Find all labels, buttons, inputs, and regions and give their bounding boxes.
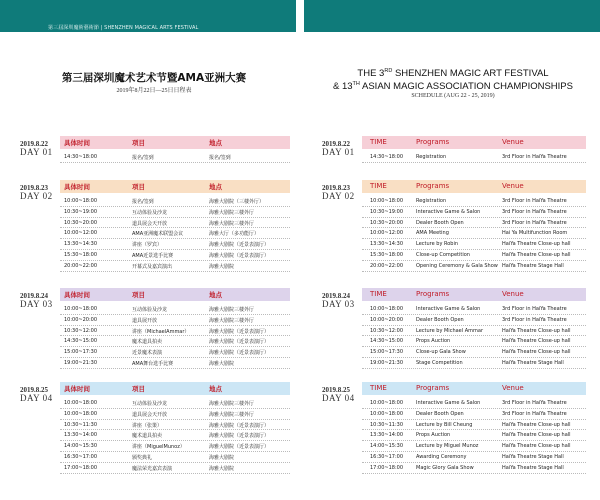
table-body <box>362 398 586 474</box>
table-row <box>362 358 586 369</box>
column-header: 具体时间 <box>64 183 90 191</box>
cell-time: 16:30~17:00 <box>370 453 404 460</box>
cell-program: 道具展开放 <box>132 317 158 324</box>
cell-time: 10:30~12:00 <box>64 327 98 334</box>
cell-time: 10:00~18:00 <box>370 198 404 204</box>
cell-venue: 海雅大剧院三楼外厅 <box>209 220 255 227</box>
table-row <box>60 196 290 207</box>
table-row <box>362 336 586 347</box>
cell-program: Props Auction <box>416 432 451 439</box>
day-block <box>320 288 586 366</box>
schedule-cn <box>18 32 290 500</box>
cell-venue: HaiYa Theatre Stage Hall <box>502 262 564 269</box>
table-row <box>60 347 290 358</box>
column-header: 项目 <box>132 291 145 299</box>
column-header: Programs <box>416 182 450 190</box>
table-header <box>362 180 586 193</box>
day-block <box>320 136 586 162</box>
column-header: TIME <box>370 384 387 392</box>
cell-time: 14:30~15:00 <box>64 338 98 345</box>
cell-venue: 海雅大剧院 <box>209 454 235 461</box>
page-subtitle-en: SCHEDULE (AUG 22 - 25, 2019) <box>411 93 495 99</box>
table-row <box>362 152 586 163</box>
cell-program: AMA亚洲魔术联盟会议 <box>132 231 184 238</box>
day-date: 2019.8.22 <box>322 140 350 148</box>
cell-program: Registration <box>416 154 447 160</box>
column-header: 项目 <box>132 139 145 147</box>
table-row <box>60 207 290 218</box>
table-row <box>60 239 290 250</box>
table-row <box>60 398 290 409</box>
cell-program: Lecture by Robin <box>416 241 459 248</box>
table-row <box>362 398 586 409</box>
cell-time: 15:00~17:30 <box>370 349 404 356</box>
cell-time: 15:30~18:00 <box>370 251 404 258</box>
cell-program: Close-up Competition <box>416 251 470 258</box>
table-header <box>362 382 586 395</box>
cell-time: 10:30~11:30 <box>64 421 98 428</box>
cell-time: 19:00~21:30 <box>370 359 404 366</box>
cell-program: 道具展会天开放 <box>132 220 168 227</box>
cell-venue: HaiYa Theatre Close-up hall <box>502 443 571 450</box>
table-header <box>60 382 290 395</box>
schedule-en <box>320 32 586 500</box>
cell-time: 10:00~12:00 <box>64 230 98 237</box>
table-body <box>60 304 290 369</box>
column-header: 具体时间 <box>64 291 90 299</box>
day-block <box>18 180 290 268</box>
cell-venue: 3rd Floor in HaiYa Theatre <box>502 198 567 204</box>
cell-venue: 海雅大剧院（三楼外厅） <box>209 199 265 205</box>
cell-program: AMA舞台选手比赛 <box>132 360 174 367</box>
cell-time: 19:00~21:30 <box>64 359 98 366</box>
cell-time: 20:00~22:00 <box>370 262 404 269</box>
cell-program: 讲座（MiguelMunoz） <box>132 444 185 451</box>
table-row <box>60 463 290 474</box>
day-number: DAY 01 <box>322 147 355 157</box>
cell-venue: 报名/签到 <box>209 155 231 161</box>
table-row <box>362 218 586 229</box>
table-body <box>60 196 290 272</box>
cell-venue: 海雅大剧院（近景表演厅） <box>209 328 270 335</box>
cell-venue: HaiYa Theatre Close-up hall <box>502 349 571 356</box>
cell-time: 10:30~12:00 <box>370 327 404 334</box>
cell-time: 17:00~18:00 <box>64 464 98 471</box>
cell-venue: Hai Ya Multifunction Room <box>502 230 568 237</box>
cell-program: Lecture by Michael Ammar <box>416 327 484 334</box>
column-header: Programs <box>416 384 450 392</box>
cell-time: 10:30~19:00 <box>370 208 404 215</box>
cell-venue: 3rd Floor in HaiYa Theatre <box>502 306 567 312</box>
table-row <box>362 196 586 207</box>
day-date: 2019.8.24 <box>322 292 350 300</box>
table-body <box>362 196 586 272</box>
cell-program: Interactive Game & Salon <box>416 400 481 406</box>
table-row <box>362 409 586 420</box>
column-header: Programs <box>416 138 450 146</box>
table-row <box>60 304 290 315</box>
day-number: DAY 03 <box>322 299 355 309</box>
column-header: 地点 <box>209 139 222 147</box>
header-bar-text: 第三屆深圳魔術藝術節 | SHENZHEN MAGICAL ARTS FESTIVAL <box>48 25 199 31</box>
cell-venue: HaiYa Theatre Close-up hall <box>502 432 571 439</box>
table-row <box>60 452 290 463</box>
cell-time: 14:30~18:00 <box>64 154 98 160</box>
table-header <box>60 288 290 301</box>
cell-program: 开幕式及嘉宾演出 <box>132 263 173 270</box>
table-row <box>60 441 290 452</box>
column-header: TIME <box>370 182 387 190</box>
cell-program: Close-up Gala Show <box>416 349 466 356</box>
cell-time: 16:30~17:00 <box>64 453 98 460</box>
cell-time: 10:00~18:00 <box>64 400 98 406</box>
table-body <box>362 304 586 369</box>
cell-venue: 海雅大厅（多功能厅） <box>209 231 260 238</box>
cell-venue: HaiYa Theatre Close-up hall <box>502 421 571 428</box>
day-number: DAY 01 <box>20 147 53 157</box>
table-body <box>60 152 290 163</box>
cell-time: 10:00~12:00 <box>370 230 404 237</box>
cell-time: 15:30~18:00 <box>64 251 98 258</box>
table-row <box>60 336 290 347</box>
cell-time: 13:30~14:00 <box>64 432 98 439</box>
cell-time: 10:00~18:00 <box>64 306 98 312</box>
cell-venue: 海雅大剧院（近景表演厅） <box>209 339 270 346</box>
table-header <box>362 136 586 149</box>
cell-venue: 3rd Floor in HaiYa Theatre <box>502 154 567 160</box>
cell-program: 报名/签到 <box>132 155 154 161</box>
cell-time: 20:00~22:00 <box>64 262 98 269</box>
cell-time: 10:00~18:00 <box>370 410 404 417</box>
cell-venue: 海雅大剧院（近景表演厅） <box>209 252 270 259</box>
cell-program: Lecture by Bill Cheung <box>416 421 473 428</box>
column-header: TIME <box>370 290 387 298</box>
cell-program: Dealer Booth Open <box>416 410 464 417</box>
cell-time: 13:30~14:30 <box>64 241 98 248</box>
cell-program: 报名/签到 <box>132 199 154 205</box>
column-header: 地点 <box>209 291 222 299</box>
column-header: TIME <box>370 138 387 146</box>
cell-venue: 海雅大剧院（近景表演厅） <box>209 350 270 357</box>
cell-time: 10:00~20:00 <box>64 316 98 323</box>
cell-time: 14:30~15:00 <box>370 338 404 345</box>
cell-time: 10:30~20:00 <box>64 219 98 226</box>
cell-time: 10:30~11:30 <box>370 421 404 428</box>
day-block <box>18 382 290 470</box>
table-row <box>362 207 586 218</box>
cell-program: Stage Competition <box>416 359 463 366</box>
cell-venue: 海雅大剧院三楼外厅 <box>209 401 255 407</box>
day-date: 2019.8.23 <box>322 184 350 192</box>
cell-program: 魔术道具拍卖 <box>132 433 163 440</box>
column-header: Venue <box>502 182 524 190</box>
cell-time: 10:00~18:00 <box>64 410 98 417</box>
cell-program: 颁奖典礼 <box>132 454 153 461</box>
day-number: DAY 04 <box>20 393 53 403</box>
cell-program: Opening Ceremony & Gala Show <box>416 262 498 269</box>
cell-venue: 海雅大剧院三楼外厅 <box>209 209 255 216</box>
cell-venue: 海雅大剧院三楼外厅 <box>209 317 255 324</box>
cell-time: 13:30~14:00 <box>370 432 404 439</box>
cell-venue: 3rd Floor in HaiYa Theatre <box>502 400 567 406</box>
cell-venue: 3rd Floor in HaiYa Theatre <box>502 219 567 226</box>
table-row <box>60 315 290 326</box>
table-row <box>362 261 586 272</box>
column-header: 地点 <box>209 385 222 393</box>
column-header: 项目 <box>132 385 145 393</box>
table-row <box>60 152 290 163</box>
cell-program: Lecture by Miguel Munoz <box>416 443 479 450</box>
cell-venue: HaiYa Theatre Stage Hall <box>502 464 564 471</box>
table-body <box>362 152 586 163</box>
table-row <box>60 358 290 369</box>
cell-program: 讲座（MichaelAmmar） <box>132 328 190 335</box>
cell-venue: 海雅大剧院（近景表演厅） <box>209 422 270 429</box>
cell-program: 近景魔术表演 <box>132 350 163 357</box>
page-title-en: THE 3RD SHENZHEN MAGIC ART FESTIVAL & 13TH ASIAN MAGIC ASSOCIATION CHAMPIONSHIPS <box>333 68 573 93</box>
cell-program: 魔术道具拍卖 <box>132 339 163 346</box>
table-row <box>60 250 290 261</box>
table-header <box>60 180 290 193</box>
cell-venue: 3rd Floor in HaiYa Theatre <box>502 316 567 323</box>
table-row <box>60 326 290 337</box>
table-row <box>362 304 586 315</box>
day-number: DAY 02 <box>20 191 53 201</box>
table-header <box>60 136 290 149</box>
column-header: 具体时间 <box>64 139 90 147</box>
cell-time: 13:30~14:30 <box>370 241 404 248</box>
day-date: 2019.8.25 <box>322 386 350 394</box>
day-block <box>320 180 586 268</box>
cell-venue: HaiYa Theatre Close-up hall <box>502 251 571 258</box>
table-row <box>362 250 586 261</box>
table-row <box>60 420 290 431</box>
cell-program: 互动体验及沙龙 <box>132 209 168 216</box>
column-header: Venue <box>502 290 524 298</box>
table-row <box>60 430 290 441</box>
table-row <box>362 315 586 326</box>
cell-time: 10:00~18:00 <box>370 306 404 312</box>
cell-program: Interactive Game & Salon <box>416 208 481 215</box>
column-header: Programs <box>416 290 450 298</box>
cell-time: 14:00~15:30 <box>370 443 404 450</box>
cell-venue: 3rd Floor in HaiYa Theatre <box>502 208 567 215</box>
table-row <box>362 430 586 441</box>
cell-program: Props Auction <box>416 338 451 345</box>
cell-venue: 3rd Floor in HaiYa Theatre <box>502 410 567 417</box>
table-row <box>362 347 586 358</box>
cell-time: 10:00~20:00 <box>370 316 404 323</box>
cell-program: 魔法荣光嘉宾表演 <box>132 465 173 472</box>
cell-venue: 海雅大剧院（近景表演厅） <box>209 433 270 440</box>
table-row <box>362 441 586 452</box>
table-row <box>60 261 290 272</box>
table-row <box>60 218 290 229</box>
cell-venue: HaiYa Theatre Close-up hall <box>502 338 571 345</box>
cell-venue: HaiYa Theatre Close-up hall <box>502 327 571 334</box>
table-header <box>362 288 586 301</box>
page-title-cn: 第三届深圳魔术艺术节暨AMA亚洲大赛 <box>61 72 247 84</box>
column-header: 项目 <box>132 183 145 191</box>
cell-venue: 海雅大剧院（近景表演厅） <box>209 242 270 249</box>
page-divider <box>296 0 304 32</box>
table-body <box>60 398 290 474</box>
day-date: 2019.8.24 <box>20 292 48 300</box>
column-header: Venue <box>502 138 524 146</box>
day-date: 2019.8.22 <box>20 140 48 148</box>
cell-program: Dealer Booth Open <box>416 316 464 323</box>
cell-time: 17:00~18:00 <box>370 464 404 471</box>
cell-venue: HaiYa Theatre Stage Hall <box>502 453 564 460</box>
day-number: DAY 03 <box>20 299 53 309</box>
cell-venue: HaiYa Theatre Close-up hall <box>502 241 571 248</box>
cell-time: 10:00~18:00 <box>370 400 404 406</box>
cell-venue: 海雅大剧院 <box>209 465 235 472</box>
table-row <box>362 326 586 337</box>
cell-program: 讲座（罗宾） <box>132 242 163 249</box>
cell-venue: 海雅大剧院 <box>209 263 235 270</box>
cell-venue: 海雅大剧院三楼外厅 <box>209 307 255 313</box>
cell-program: Magic Glory Gala Show <box>416 464 474 471</box>
table-row <box>362 239 586 250</box>
table-row <box>362 463 586 474</box>
table-row <box>60 409 290 420</box>
day-block <box>320 382 586 470</box>
cell-time: 14:30~18:00 <box>370 154 404 160</box>
cell-time: 14:00~15:30 <box>64 443 98 450</box>
cell-program: Registration <box>416 198 447 204</box>
cell-program: Dealer Booth Open <box>416 219 464 226</box>
table-row <box>362 452 586 463</box>
cell-program: 讲座（张策） <box>132 422 163 429</box>
cell-venue: 海雅大剧院（近景表演厅） <box>209 444 270 451</box>
day-date: 2019.8.25 <box>20 386 48 394</box>
cell-program: Awarding Ceremony <box>416 453 467 460</box>
cell-time: 10:00~18:00 <box>64 198 98 204</box>
day-number: DAY 04 <box>322 393 355 403</box>
cell-program: 道具展会天开放 <box>132 411 168 418</box>
cell-time: 15:00~17:30 <box>64 349 98 356</box>
day-block <box>18 136 290 162</box>
column-header: 地点 <box>209 183 222 191</box>
cell-venue: 海雅大剧院三楼外厅 <box>209 411 255 418</box>
day-number: DAY 02 <box>322 191 355 201</box>
cell-program: AMA Meeting <box>416 230 449 237</box>
day-block <box>18 288 290 366</box>
cell-program: 互动体验及沙龙 <box>132 401 168 407</box>
cell-program: 互动体验及沙龙 <box>132 307 168 313</box>
column-header: 具体时间 <box>64 385 90 393</box>
cell-venue: HaiYa Theatre Stage Hall <box>502 359 564 366</box>
cell-program: AMA近景选手比赛 <box>132 252 174 259</box>
cell-program: Interactive Game & Salon <box>416 306 481 312</box>
cell-venue: 海雅大剧院 <box>209 360 235 367</box>
cell-time: 10:30~19:00 <box>64 208 98 215</box>
column-header: Venue <box>502 384 524 392</box>
table-row <box>362 420 586 431</box>
table-row <box>362 228 586 239</box>
table-row <box>60 228 290 239</box>
cell-time: 10:30~20:00 <box>370 219 404 226</box>
day-date: 2019.8.23 <box>20 184 48 192</box>
page-subtitle-cn: 2019年8月22日—25日日程表 <box>116 88 192 94</box>
